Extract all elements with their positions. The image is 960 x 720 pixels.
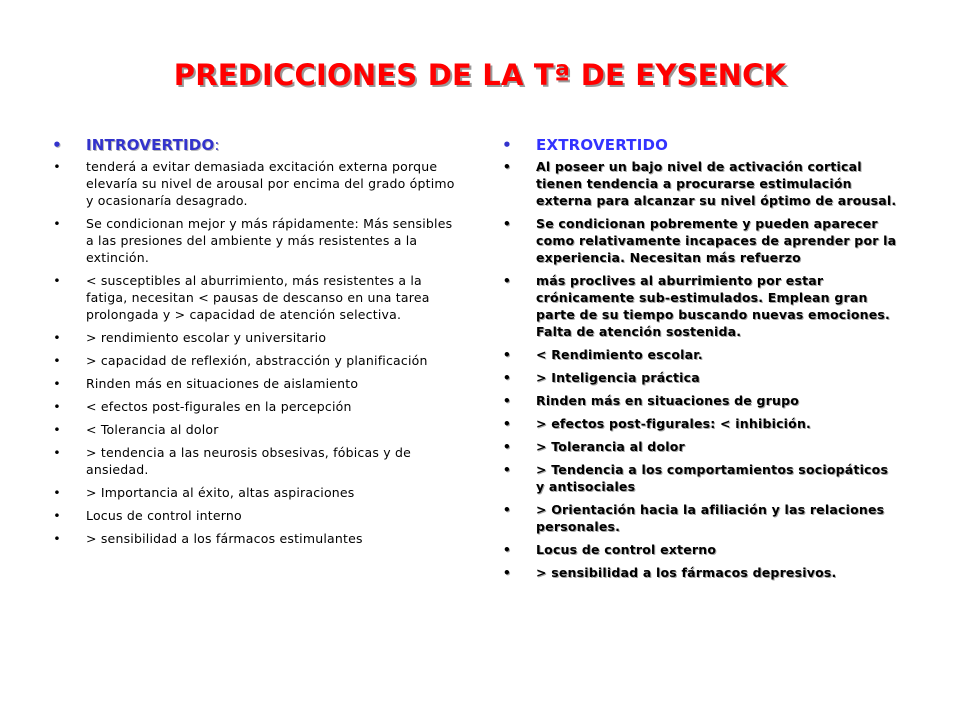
bullet-icon: • (502, 542, 512, 557)
extrovertido-list-item (500, 438, 900, 455)
introvertido-list-item (50, 398, 460, 415)
extrovertido-list-item (500, 346, 900, 363)
introvertido-list-item (50, 484, 460, 501)
extrovertido-list-item (500, 158, 900, 209)
extrovertido-list-item (500, 272, 900, 340)
extrovertido-item-text: más proclives al aburrimiento por estar crónicamente sub-estimulados. Emplean gran parte de su tiempo buscando nuevas emociones. Falta de atención sostenida. (536, 273, 890, 339)
introvertido-item-text: < susceptibles al aburrimiento, más resistentes a la fatiga, necesitan < pausas de descanso en una tarea prolongada y > capacidad de atención selectiva. (86, 273, 430, 322)
bullet-icon: • (502, 347, 512, 362)
bullet-icon: • (53, 485, 61, 500)
bullet-icon: • (502, 370, 512, 385)
extrovertido-column (500, 135, 900, 587)
introvertido-item-text: tenderá a evitar demasiada excitación externa porque elevaría su nivel de arousal por encima del grado óptimo y ocasionaría desagrado. (86, 159, 455, 208)
introvertido-item-text: Se condicionan mejor y más rápidamente: Más sensibles a las presiones del ambiente y más resistentes a la extinción. (86, 216, 453, 265)
bullet-icon: • (53, 508, 61, 523)
extrovertido-list-item (500, 415, 900, 432)
bullet-icon: • (53, 159, 61, 174)
page-title: PREDICCIONES DE LA Tª DE EYSENCK (173, 58, 787, 92)
extrovertido-list-item (500, 392, 900, 409)
introvertido-list-item (50, 421, 460, 438)
bullet-icon: • (53, 273, 61, 288)
bullet-icon: • (502, 502, 512, 517)
bullet-icon: • (502, 462, 512, 477)
introvertido-list-item (50, 215, 460, 266)
extrovertido-heading-item (500, 135, 900, 155)
bullet-icon: • (502, 273, 512, 288)
introvertido-column (50, 135, 460, 553)
extrovertido-item-text: > Inteligencia práctica (536, 370, 700, 385)
bullet-icon: • (53, 445, 61, 460)
extrovertido-list-item (500, 564, 900, 581)
introvertido-heading-item (50, 135, 460, 155)
introvertido-item-text: > Importancia al éxito, altas aspiraciones (86, 485, 355, 500)
bullet-icon: • (502, 159, 512, 174)
extrovertido-item-text: Rinden más en situaciones de grupo (536, 393, 800, 408)
introvertido-item-text: Locus de control interno (86, 508, 242, 523)
extrovertido-item-text: Locus de control externo (536, 542, 717, 557)
extrovertido-list-item (500, 215, 900, 266)
bullet-icon: • (502, 216, 512, 231)
introvertido-item-text: < efectos post-figurales en la percepción (86, 399, 352, 414)
introvertido-list-item (50, 352, 460, 369)
extrovertido-list-item (500, 541, 900, 558)
introvertido-list-item (50, 158, 460, 209)
bullet-icon: • (53, 422, 61, 437)
extrovertido-item-text: > efectos post-figurales: < inhibición. (536, 416, 811, 431)
introvertido-list-item (50, 444, 460, 478)
introvertido-heading: INTROVERTIDO (86, 136, 215, 154)
bullet-icon: • (502, 439, 512, 454)
bullet-icon: • (52, 136, 62, 154)
introvertido-item-text: > rendimiento escolar y universitario (86, 330, 327, 345)
introvertido-list-item (50, 329, 460, 346)
introvertido-list-item (50, 375, 460, 392)
extrovertido-list-item (500, 501, 900, 535)
bullet-icon: • (53, 531, 61, 546)
bullet-icon: • (502, 565, 512, 580)
bullet-icon: • (502, 416, 512, 431)
bullet-icon: • (53, 353, 61, 368)
extrovertido-item-text: Se condicionan pobremente y pueden aparecer como relativamente incapaces de aprender por la experiencia. Necesitan más refuerzo (536, 216, 897, 265)
extrovertido-list-item (500, 369, 900, 386)
extrovertido-list-item (500, 461, 900, 495)
introvertido-item-text: > capacidad de reflexión, abstracción y planificación (86, 353, 428, 368)
introvertido-list-item (50, 507, 460, 524)
introvertido-list-item (50, 530, 460, 547)
bullet-icon: • (502, 393, 512, 408)
extrovertido-item-text: Al poseer un bajo nivel de activación cortical tienen tendencia a procurarse estimulación externa para alcanzar su nivel óptimo de arousal. (536, 159, 897, 208)
extrovertido-item-text: > Tendencia a los comportamientos sociopáticos y antisociales (536, 462, 889, 494)
extrovertido-item-text: > Tolerancia al dolor (536, 439, 685, 454)
bullet-icon: • (53, 399, 61, 414)
introvertido-item-text: > tendencia a las neurosis obsesivas, fóbicas y de ansiedad. (86, 445, 412, 477)
bullet-icon: • (502, 136, 512, 154)
extrovertido-item-text: > sensibilidad a los fármacos depresivos. (536, 565, 837, 580)
bullet-icon: • (53, 330, 61, 345)
extrovertido-item-text: > Orientación hacia la afiliación y las relaciones personales. (536, 502, 885, 534)
introvertido-item-text: Rinden más en situaciones de aislamiento (86, 376, 359, 391)
bullet-icon: • (53, 216, 61, 231)
introvertido-item-text: < Tolerancia al dolor (86, 422, 219, 437)
introvertido-item-text: > sensibilidad a los fármacos estimulantes (86, 531, 363, 546)
extrovertido-item-text: < Rendimiento escolar. (536, 347, 703, 362)
bullet-icon: • (53, 376, 61, 391)
introvertido-list-item (50, 272, 460, 323)
extrovertido-heading: EXTROVERTIDO (536, 136, 669, 154)
heading-colon: : (214, 136, 220, 154)
